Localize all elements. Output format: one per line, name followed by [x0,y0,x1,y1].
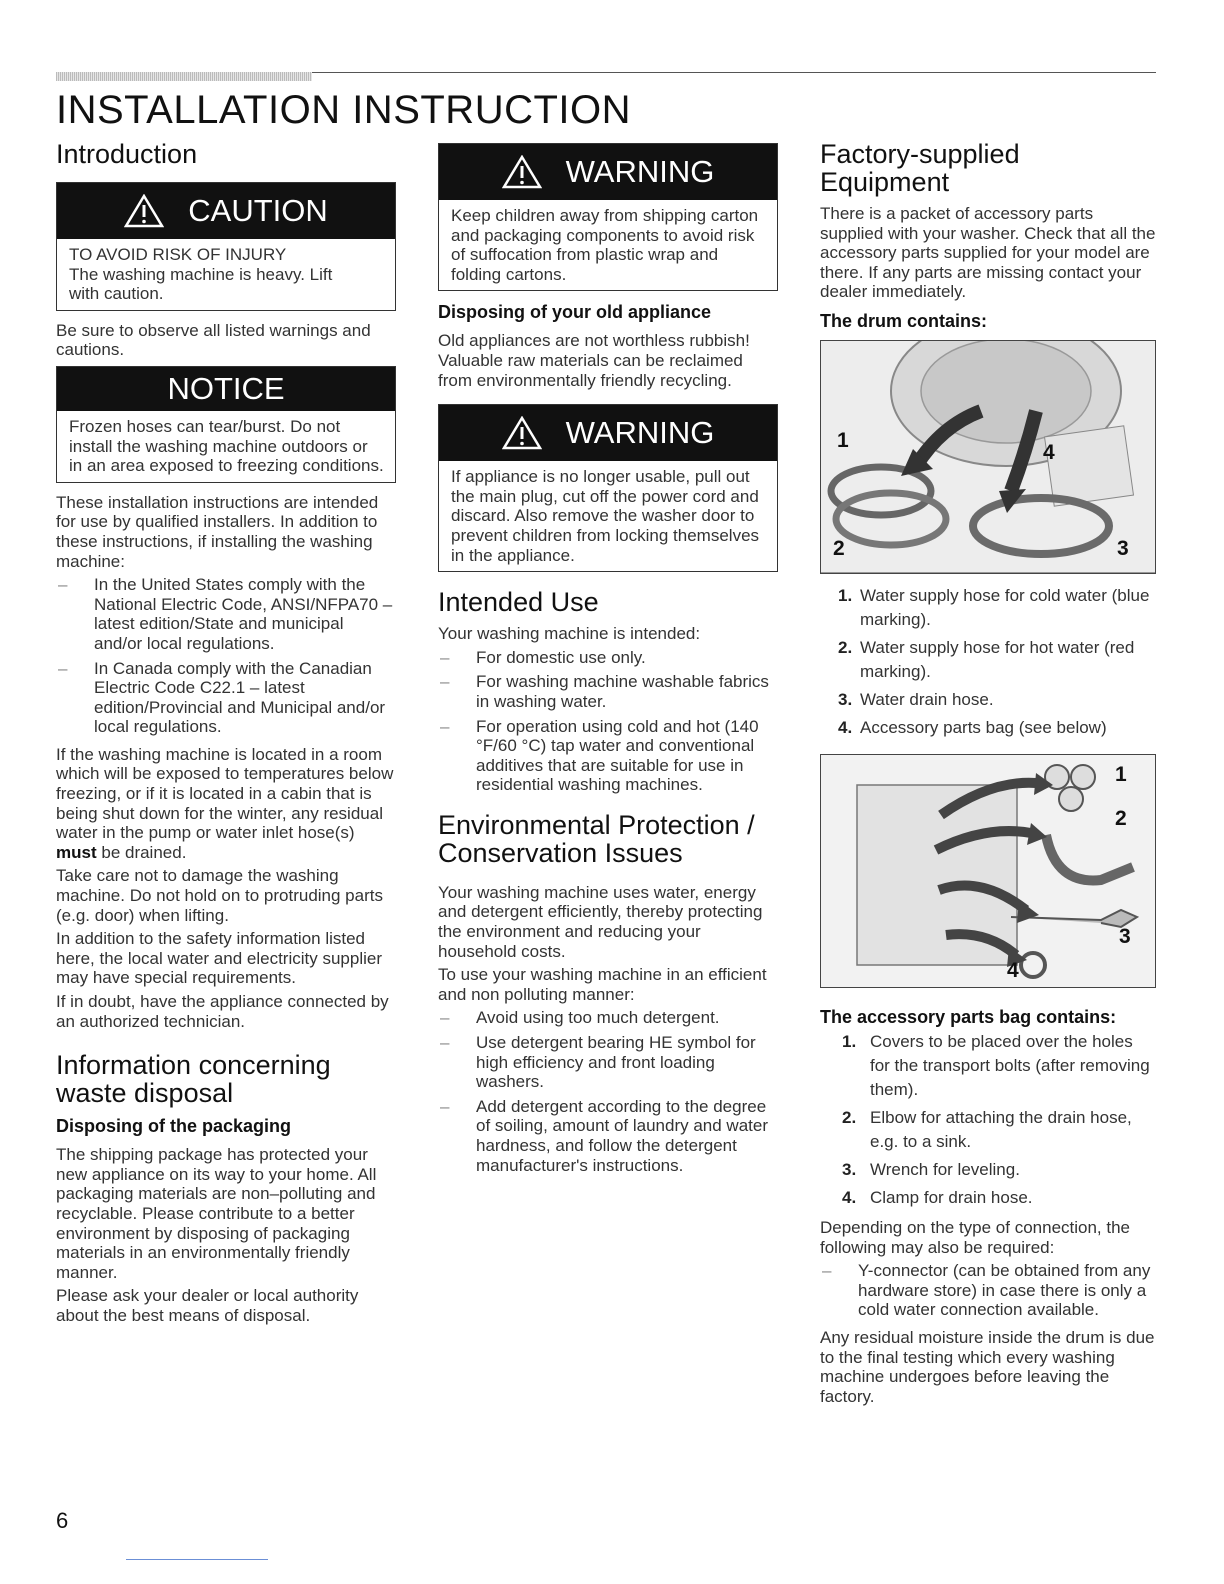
list-item: 3. Wrench for leveling. [842,1159,1020,1179]
drum-contents-list [820,584,1156,740]
list-item: – Add detergent according to the degree of soiling, amount of laundry and water hardness, and follow the detergent manufacturer's instructions. [438,1097,778,1175]
intended-use-intro: Your washing machine is intended: [438,624,701,644]
column-left [56,140,396,1330]
old-appliance-heading: Disposing of your old appliance [438,302,712,323]
regulations-list [56,575,396,737]
list-item: 2. Elbow for attaching the drain hose, e.g. to a sink. [842,1107,1132,1151]
environmental-list [438,1008,778,1175]
warning-label: WARNING [565,154,715,189]
warning-triangle-icon [502,416,542,450]
warning-label: WARNING [565,415,715,451]
drum-callout: 1 [837,428,849,452]
warning-box-disposal [438,404,778,572]
intended-use-heading: Intended Use [438,587,599,618]
warning-header [439,144,777,200]
bag-heading: The accessory parts bag contains: [820,1006,1117,1027]
header-hatch-bar [56,72,312,81]
environmental-heading: Environmental Protection / Conservation Issues [438,809,755,868]
packaging-heading: Disposing of the packaging [56,1116,292,1137]
list-item: – In the United States comply with the National Electric Code, ANSI/NFPA70 – latest edition/State and municipal and/or local regulations. [56,575,396,653]
page-title: INSTALLATION INSTRUCTION [56,88,632,132]
notice-box [56,366,396,483]
factory-heading: Factory-supplied Equipment [820,139,1020,197]
observe-text: Be sure to observe all listed warnings and cautions. [56,320,371,360]
freezing-text-post: be drained. [101,842,187,862]
list-item: 1. Water supply hose for cold water (blue marking). [838,585,1150,629]
residual-text: Any residual moisture inside the drum is due to the final testing which every washing machine undergoes before leaving the factory. [820,1327,1155,1406]
accessory-bag-illustration [821,755,1156,987]
bag-callout: 4 [1007,958,1019,982]
dealer-text: Please ask your dealer or local authority about the best means of disposal. [56,1286,359,1325]
warning-triangle-icon [124,194,164,228]
freezing-text [56,745,396,863]
warning-box-packaging [438,143,778,291]
warning-header [439,405,777,461]
intended-for-text: These installation instructions are intended for use by qualified installers. In addition to these instructions, if installing the washing machine: [56,492,379,571]
care-text: Take care not to damage the washing machine. Do not hold on to protruding parts (e.g. door) when lifting. [56,866,383,925]
list-item: 3. Water drain hose. [838,689,994,709]
list-item: 2. Water supply hose for hot water (red marking). [838,637,1135,681]
footer-rule [126,1559,268,1560]
doubt-text: If in doubt, have the appliance connected by an authorized technician. [56,992,389,1031]
environmental-text: Your washing machine uses water, energy and detergent efficiently, thereby protecting the environment and reducing your household costs. [438,882,763,961]
warning-body: Keep children away from shipping carton and packaging components to avoid risk of suffocation from plastic wrap and folding cartons. [451,206,759,284]
factory-text: There is a packet of accessory parts supplied with your washer. Check that all the accessory parts supplied for your model are there. If any parts are missing contact your dealer immediately. [820,204,1156,302]
warning-body: If appliance is no longer usable, pull out the main plug, cut off the power cord and discard. Also remove the washer door to prevent children from locking themselves in the appliance. [451,467,760,565]
list-item: – For washing machine washable fabrics in washing water. [438,672,778,711]
bag-callout: 1 [1115,762,1127,786]
list-item: 4. Accessory parts bag (see below) [838,717,1107,737]
packaging-text: The shipping package has protected your new appliance on its way to your home. All packaging materials are non–polluting and recyclable. Please contribute to a better environment by disposing of packaging materials in an environmentally friendly manner. [56,1145,377,1282]
bag-callout: 3 [1119,924,1131,948]
caution-body [57,239,395,310]
drum-heading: The drum contains: [820,310,988,331]
drum-callout: 3 [1117,536,1129,560]
introduction-heading: Introduction [56,139,198,169]
column-right [820,140,1156,1410]
notice-body: Frozen hoses can tear/burst. Do not install the washing machine outdoors or in an area exposed to freezing conditions. [69,416,384,476]
notice-header [57,367,395,411]
list-item: – Avoid using too much detergent. [438,1008,778,1028]
environmental-intro: To use your washing machine in an efficient and non polluting manner: [438,965,767,1004]
list-item: 4. Clamp for drain hose. [842,1187,1033,1207]
drum-illustration [821,341,1156,573]
warning-triangle-icon [502,155,542,189]
caution-label: CAUTION [188,193,328,228]
list-item: – For domestic use only. [438,648,778,668]
list-item: – For operation using cold and hot (140 °F/60 °C) tap water and conventional additives that are suitable for use in residential washing machines. [438,717,778,795]
depending-text: Depending on the type of connection, the following may also be required: [820,1217,1131,1257]
caution-line: with caution. [69,284,164,304]
drum-callout: 4 [1043,440,1055,464]
old-appliance-text: Old appliances are not worthless rubbish! Valuable raw materials can be reclaimed from environmentally friendly recycling. [438,331,750,390]
freezing-text-pre: If the washing machine is located in a room which will be exposed to temperatures below freezing, or if it is located in a cabin that is being shut down for the winter, any residual water in the pump or water inlet hose(s) [56,744,394,843]
caution-box [56,182,396,311]
list-item: – In Canada comply with the Canadian Electric Code C22.1 – latest edition/Provincial and Municipal and/or local regulations. [56,659,396,737]
extra-items-list [820,1261,1156,1320]
list-item: 1. Covers to be placed over the holes for the transport bolts (after removing them). [842,1031,1150,1099]
supplier-text: In addition to the safety information listed here, the local water and electricity supplier may have special requirements. [56,929,382,988]
intended-use-list [438,648,778,795]
caution-line: TO AVOID RISK OF INJURY [69,245,287,264]
drum-callout: 2 [833,536,845,560]
column-middle [438,143,778,1183]
waste-heading: Information concerning waste disposal [56,1050,331,1109]
notice-label: NOTICE [167,370,285,406]
caution-header [57,183,395,239]
list-item: – Y-connector (can be obtained from any hardware store) in case there is only a cold water connection available. [820,1261,1156,1320]
freezing-text-emphasis: must [56,842,97,862]
list-item: – Use detergent bearing HE symbol for high efficiency and front loading washers. [438,1033,778,1092]
accessory-bag-figure [820,754,1156,988]
page-number: 6 [56,1508,69,1533]
bag-contents-list [820,1030,1156,1210]
caution-line: The washing machine is heavy. Lift [69,264,333,284]
drum-contents-figure [820,340,1156,574]
bag-callout: 2 [1115,806,1127,830]
